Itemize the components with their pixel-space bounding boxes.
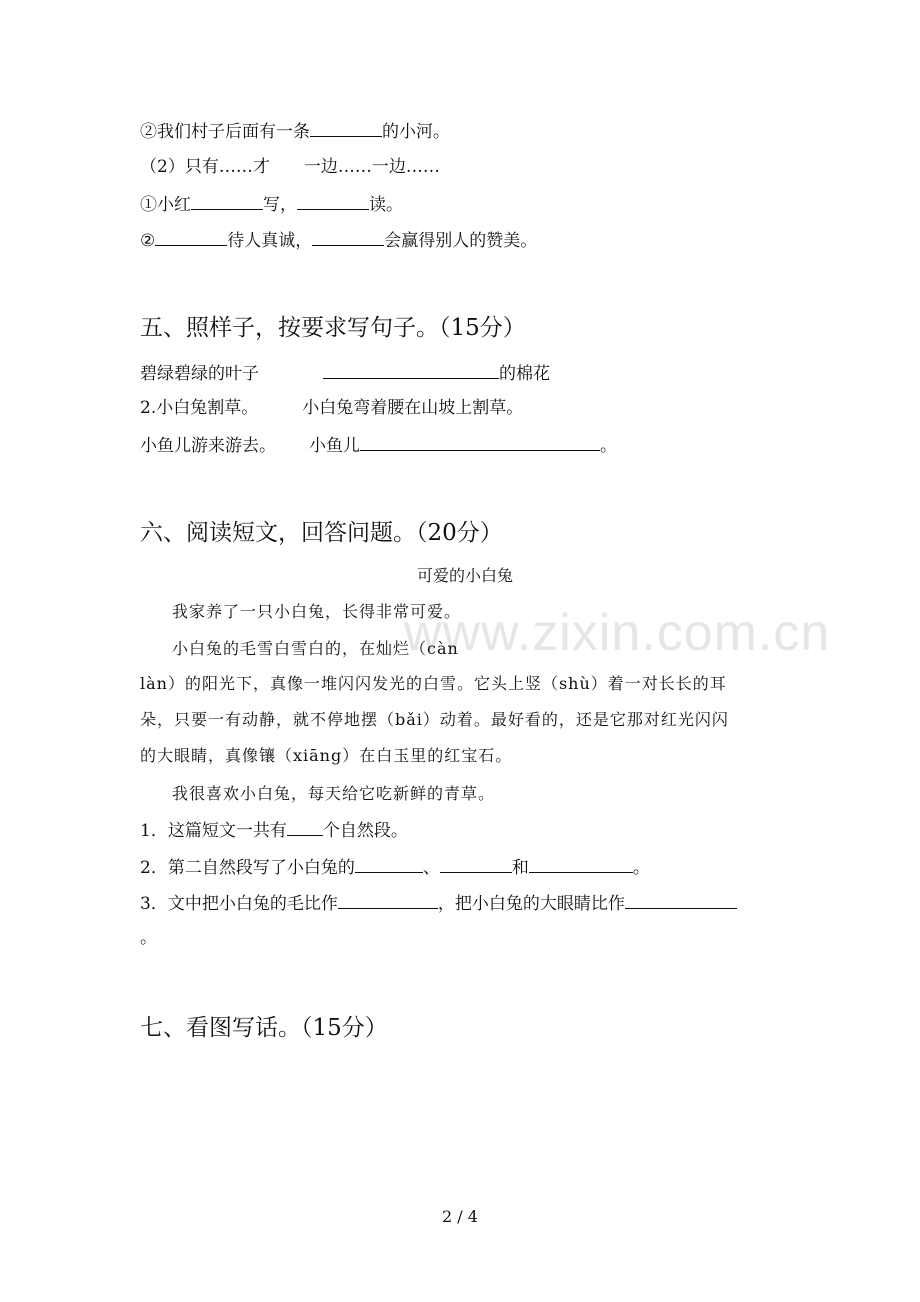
section-5-line-2: 2.小白兔割草。 小白兔弯着腰在山坡上割草。: [140, 398, 524, 418]
answer-blank[interactable]: [297, 191, 369, 210]
passage-paragraph-2-line-2: làn）的阳光下，真像一堆闪闪发光的白雪。它头上竖（shù）着一对长长的耳: [140, 674, 727, 693]
answer-blank[interactable]: [338, 890, 438, 909]
answer-blank[interactable]: [355, 854, 423, 873]
answer-blank[interactable]: [191, 191, 263, 210]
q4-sub-1: ①小红 写， 读。: [140, 191, 403, 217]
section-6-heading: 六、阅读短文，回答问题。（20分）: [140, 520, 503, 546]
passage-paragraph-2-line-4: 的大眼睛，真像镶（xiāng）在白玉里的红宝石。: [140, 746, 513, 765]
watermark: www.zixin.com.cn: [404, 604, 831, 662]
page-number: 2 / 4: [442, 1207, 478, 1226]
section-7-heading: 七、看图写话。（15分）: [140, 1015, 388, 1041]
answer-blank[interactable]: [287, 817, 323, 836]
question-2: 2．第二自然段写了小白兔的 、 和 。: [140, 854, 650, 880]
q4-item-2: ②我们村子后面有一条 的小河。: [140, 118, 450, 144]
answer-blank[interactable]: [360, 432, 600, 451]
answer-blank[interactable]: [440, 854, 512, 873]
section-5-line-1: 碧绿碧绿的叶子 的棉花: [140, 360, 550, 386]
answer-blank[interactable]: [529, 854, 633, 873]
answer-blank[interactable]: [312, 227, 384, 246]
q4-pair-2: （2）只有……才 一边……一边……: [140, 157, 440, 177]
answer-blank[interactable]: [323, 360, 499, 379]
q4-sub-2: ② 待人真诚， 会赢得别人的赞美。: [140, 227, 537, 253]
answer-blank[interactable]: [625, 890, 737, 909]
section-5-line-3: 小鱼儿游来游去。 小鱼儿 。: [140, 432, 617, 458]
passage-title: 可爱的小白兔: [416, 566, 513, 585]
question-1: 1．这篇短文一共有 个自然段。: [140, 817, 408, 843]
question-3: 3．文中把小白兔的毛比作 ，把小白兔的大眼睛比作: [140, 890, 737, 916]
passage-paragraph-3: 我很喜欢小白兔，每天给它吃新鲜的青草。: [172, 784, 496, 803]
section-5-heading: 五、照样子，按要求写句子。（15分）: [140, 315, 526, 341]
answer-blank[interactable]: [310, 118, 382, 137]
question-3-end: 。: [140, 928, 157, 948]
passage-paragraph-2-line-1: 小白兔的毛雪白雪白的，在灿烂（càn: [172, 639, 459, 658]
passage-paragraph-1: 我家养了一只小白兔，长得非常可爱。: [172, 602, 462, 621]
answer-blank[interactable]: [155, 227, 227, 246]
passage-paragraph-2-line-3: 朵，只要一有动静，就不停地摆（bǎi）动着。最好看的，还是它那对红光闪闪: [140, 710, 729, 729]
